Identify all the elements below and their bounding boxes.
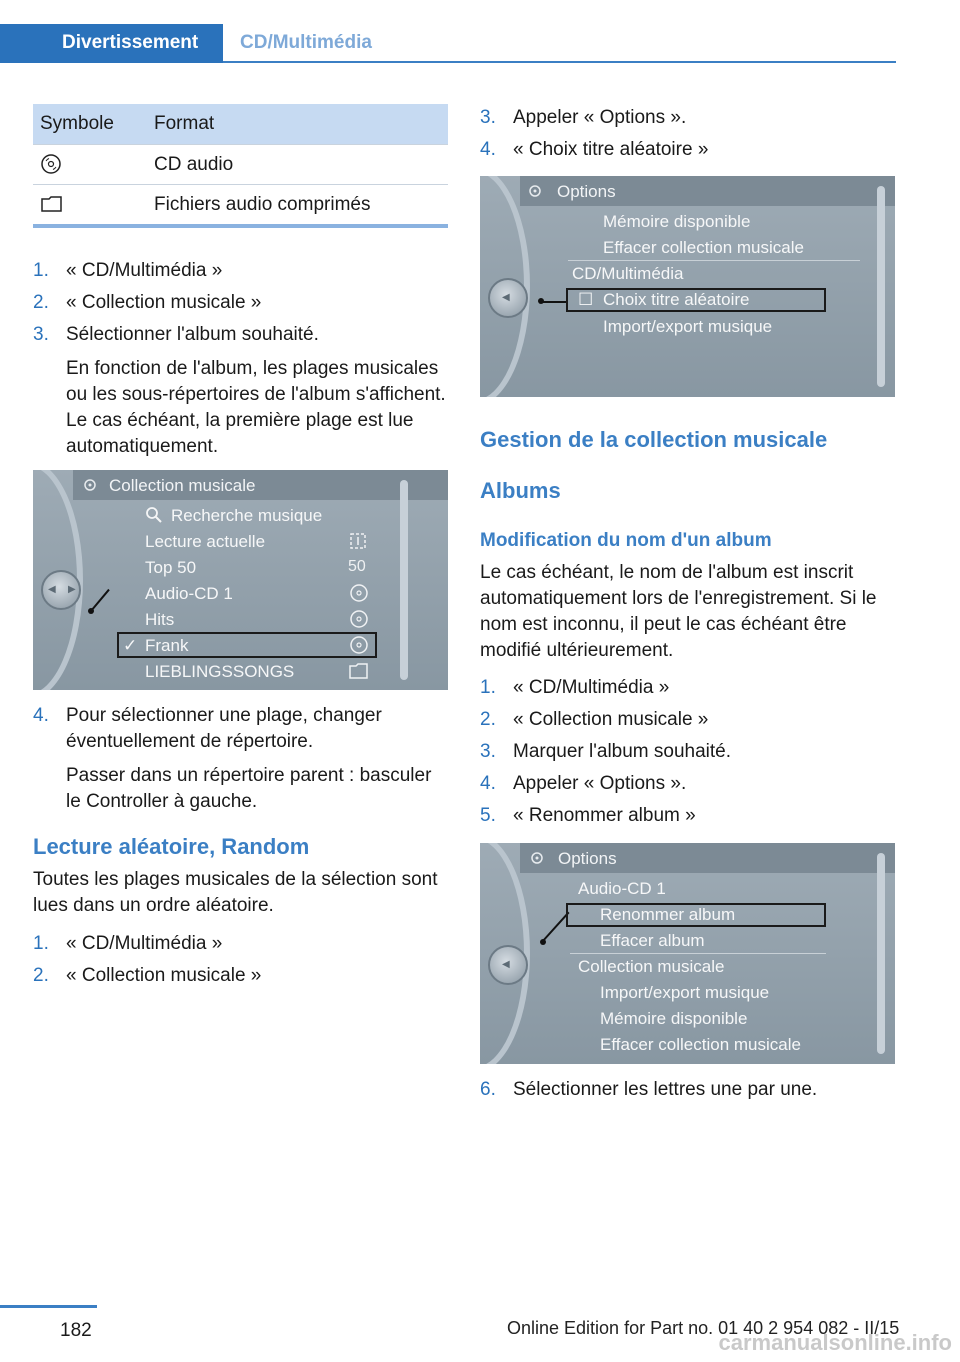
menu-item: Top 50 bbox=[145, 558, 197, 577]
table-row bbox=[33, 184, 448, 224]
list-item: 3. Sélectionner l'album souhaité. En fonction de l'album, les plages musicales ou les sous-répertoires de l'album s'affichent. Le cas échéant, la première plage est lue automatiquement. bbox=[33, 322, 448, 460]
menu-item: Mémoire disponible bbox=[600, 1009, 748, 1028]
list-item: 1. « CD/Multimédia » bbox=[33, 933, 223, 954]
menu-value: 50 bbox=[348, 558, 366, 575]
menu-item: Mémoire disponible bbox=[603, 212, 751, 231]
list-item: 2. « Collection musicale » bbox=[480, 709, 709, 730]
idrive-screen-collection bbox=[33, 470, 448, 690]
format-table bbox=[33, 104, 448, 228]
menu-item: Recherche musique bbox=[171, 506, 323, 525]
section-tab: CD/Multimédia bbox=[240, 32, 372, 53]
menu-group-label: CD/Multimédia bbox=[572, 264, 684, 283]
menu-item: Lecture actuelle bbox=[145, 532, 266, 551]
folder-icon bbox=[40, 194, 64, 214]
edition-note: Online Edition for Part no. 01 40 2 954 082 - II/15 bbox=[507, 1318, 900, 1338]
subsection-heading: Albums bbox=[480, 478, 561, 503]
list-item: 3. Marquer l'album souhaité. bbox=[480, 741, 732, 762]
list-item: 5. « Renommer album » bbox=[480, 805, 696, 826]
paragraph: Toutes les plages musicales de la sélection sont lues dans un ordre aléatoire. bbox=[33, 869, 438, 916]
list-item: 2. « Collection musicale » bbox=[33, 965, 262, 986]
arrow-left-icon: ◀ bbox=[48, 584, 56, 595]
menu-item: LIEBLINGSSONGS bbox=[145, 662, 295, 681]
steps-list bbox=[480, 1077, 895, 1109]
format-cell: CD audio bbox=[154, 153, 234, 175]
menu-item: Frank bbox=[145, 636, 189, 655]
checkbox-icon: ☐ bbox=[578, 290, 594, 309]
steps-list bbox=[33, 931, 448, 995]
footer-rule bbox=[0, 1305, 97, 1308]
screen-title: Options bbox=[557, 182, 616, 201]
table-row bbox=[33, 144, 448, 184]
cd-icon bbox=[349, 609, 369, 629]
menu-item: Audio-CD 1 bbox=[145, 584, 233, 603]
table-header bbox=[33, 104, 448, 144]
menu-item: Renommer album bbox=[600, 905, 736, 924]
menu-item: Import/export musique bbox=[603, 317, 773, 336]
paragraph: Le cas échéant, le nom de l'album est inscrit automatiquement lors de l'enregistrement. Si le nom est inconnu, il peut le cas échéant être modifié ultérieurement. bbox=[480, 562, 877, 661]
menu-item: Effacer album bbox=[600, 931, 705, 950]
cd-icon bbox=[40, 153, 62, 175]
folder-icon bbox=[348, 661, 370, 681]
menu-item: Hits bbox=[145, 610, 175, 629]
list-item: 4. Pour sélectionner une plage, changer éventuellement de répertoire. Passer dans un répertoire parent : basculer le Controller à gauche. bbox=[33, 703, 448, 815]
menu-item: Effacer collection musicale bbox=[600, 1035, 801, 1054]
cd-icon bbox=[349, 635, 369, 655]
menu-item: Import/export musique bbox=[600, 983, 770, 1002]
settings-icon bbox=[526, 182, 546, 200]
menu-item: Choix titre aléatoire bbox=[603, 290, 750, 309]
menu-group-label: Collection musicale bbox=[578, 957, 725, 976]
chapter-header bbox=[0, 0, 896, 63]
step-note: Passer dans un répertoire parent : basculer le Controller à gauche. bbox=[66, 765, 432, 812]
search-icon bbox=[145, 506, 163, 524]
arrow-left-icon: ◀ bbox=[502, 292, 510, 303]
steps-list bbox=[480, 105, 895, 169]
idrive-screen-options bbox=[480, 176, 895, 397]
section-heading: Lecture aléatoire, Random bbox=[33, 834, 310, 859]
steps-list bbox=[33, 258, 448, 466]
list-item: 2. « Collection musicale » bbox=[33, 292, 262, 313]
list-item: 1. « CD/Multimédia » bbox=[480, 677, 670, 698]
section-heading: Gestion de la collection musicale bbox=[480, 427, 828, 452]
idrive-screen-rename bbox=[480, 843, 895, 1064]
list-item: 4. Appeler « Options ». bbox=[480, 773, 687, 794]
settings-icon bbox=[81, 476, 101, 494]
menu-group-label: Audio-CD 1 bbox=[578, 879, 666, 898]
list-item: 3. Appeler « Options ». bbox=[480, 107, 687, 128]
page-number: 182 bbox=[60, 1320, 92, 1341]
screen-title: Collection musicale bbox=[109, 476, 256, 495]
watermark: carmanualsonline.info bbox=[718, 1330, 952, 1355]
now-playing-icon bbox=[349, 532, 369, 552]
checkmark-icon: ✓ bbox=[123, 636, 138, 655]
steps-list bbox=[33, 703, 448, 821]
list-item: 1. « CD/Multimédia » bbox=[33, 260, 223, 281]
menu-item: Effacer collection musicale bbox=[603, 238, 804, 257]
cd-icon bbox=[349, 583, 369, 603]
settings-icon bbox=[528, 849, 548, 867]
list-item: 6. Sélectionner les lettres une par une. bbox=[480, 1079, 818, 1100]
arrow-left-icon: ◀ bbox=[502, 959, 510, 970]
arrow-right-icon: ▶ bbox=[68, 584, 76, 595]
chapter-tab: Divertissement bbox=[0, 24, 223, 63]
steps-list bbox=[480, 675, 895, 835]
step-note: En fonction de l'album, les plages musicales ou les sous-répertoires de l'album s'affichent. Le cas échéant, la première plage est lue automatiquement. bbox=[66, 358, 446, 457]
header-symbol: Symbole bbox=[40, 113, 114, 134]
sub-subsection-heading: Modification du nom d'un album bbox=[480, 530, 772, 551]
screen-title: Options bbox=[558, 849, 617, 868]
format-cell: Fichiers audio comprimés bbox=[154, 193, 371, 215]
list-item: 4. « Choix titre aléatoire » bbox=[480, 139, 709, 160]
header-format: Format bbox=[154, 113, 215, 134]
